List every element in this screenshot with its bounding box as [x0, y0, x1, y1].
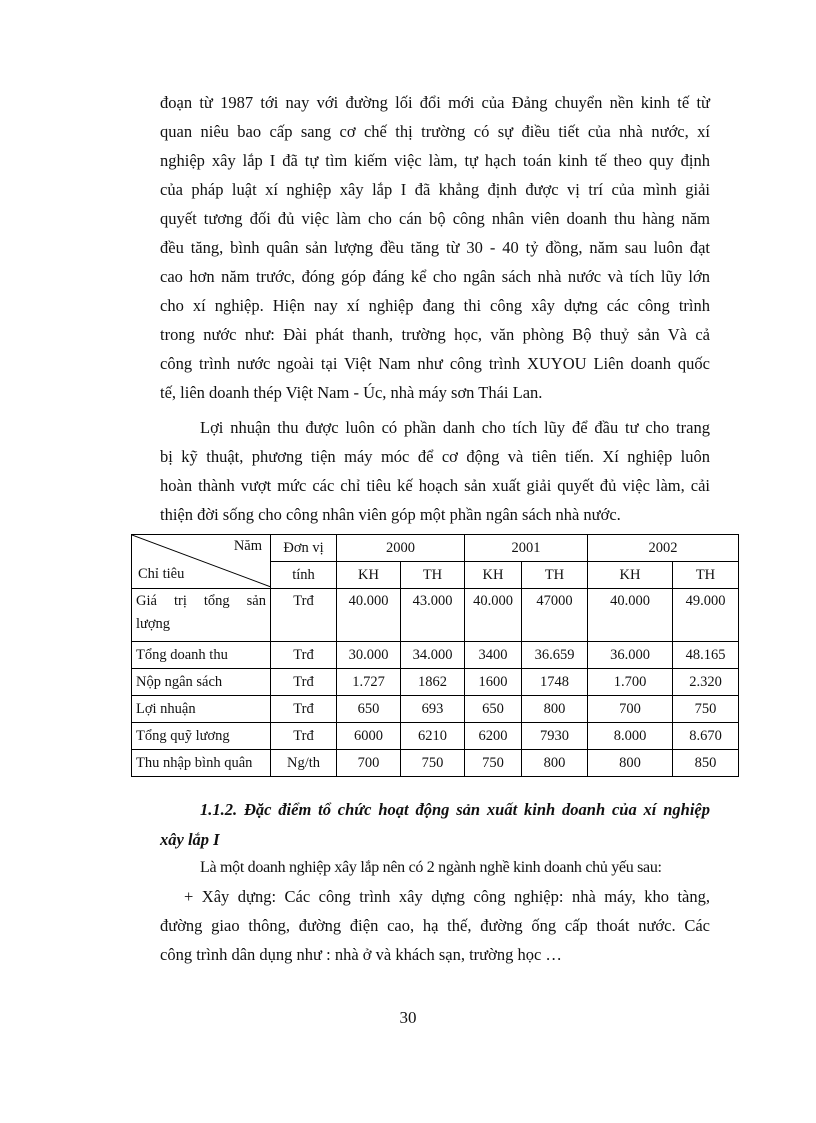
cell: 49.000: [673, 589, 739, 642]
cell: 43.000: [401, 589, 465, 642]
cell: 40.000: [337, 589, 401, 642]
paragraph-line: Là một doanh nghiệp xây lắp nên có 2 ngành nghề kinh doanh chủ yếu sau:: [200, 859, 662, 876]
cell: 1.727: [337, 669, 401, 696]
unit-header: tính: [271, 562, 337, 589]
row-label-line: lượng: [136, 616, 171, 632]
paragraph-line: cho xí nghiệp. Hiện nay xí nghiệp đang thi công xây dựng các công trình: [160, 296, 710, 315]
table-row: [132, 750, 739, 777]
row-label-line: Giá trị tổng sản: [136, 593, 266, 609]
cell: 6210: [401, 723, 465, 750]
actual-header: TH: [401, 562, 465, 589]
table-corner-cell: [132, 535, 271, 589]
section-heading: 1.1.2. Đặc điểm tổ chức hoạt động sản xuất kinh doanh của xí nghiệp: [200, 800, 710, 819]
row-unit: Trđ: [271, 696, 337, 723]
cell: 650: [337, 696, 401, 723]
paragraph-line: đoạn từ 1987 tới nay với đường lối đổi mới của Đảng chuyển nền kinh tế từ: [160, 93, 710, 112]
cell: 7930: [522, 723, 588, 750]
table-row: [132, 589, 739, 642]
cell: 2.320: [673, 669, 739, 696]
paragraph-line: bị kỹ thuật, phương tiện máy móc để cơ động và tiên tiến. Xí nghiệp luôn: [160, 447, 710, 466]
paragraph-line: của pháp luật xí nghiệp xây lắp I đã khẳng định được vị trí của mình giải: [160, 180, 710, 199]
cell: 750: [673, 696, 739, 723]
actual-header: TH: [673, 562, 739, 589]
cell: 650: [465, 696, 522, 723]
section-heading-continued: xây lắp I: [160, 830, 220, 849]
table-row: [132, 642, 739, 669]
indicator-axis-label: Chỉ tiêu: [138, 566, 185, 582]
cell: 800: [522, 750, 588, 777]
table-row: [132, 723, 739, 750]
row-label: Lợi nhuận: [132, 696, 271, 723]
cell: 800: [522, 696, 588, 723]
cell: 700: [588, 696, 673, 723]
year-header: 2001: [465, 535, 588, 562]
year-header: 2000: [337, 535, 465, 562]
actual-header: TH: [522, 562, 588, 589]
cell: 750: [465, 750, 522, 777]
paragraph-line: quan niêu bao cấp sang cơ chế thị trường có sự điều tiết của nhà nước, xí: [160, 122, 710, 141]
cell: 1.700: [588, 669, 673, 696]
cell: 8.000: [588, 723, 673, 750]
paragraph-line: thiện đời sống cho công nhân viên góp một phần ngân sách nhà nước.: [160, 505, 621, 524]
paragraph-line: nghiệp xây lắp I đã tự tìm kiếm việc làm, tự hạch toán kinh tế theo quy định: [160, 151, 710, 170]
cell: 30.000: [337, 642, 401, 669]
plan-header: KH: [465, 562, 522, 589]
plan-header: KH: [588, 562, 673, 589]
paragraph-line: cao hơn năm trước, đóng góp đáng kể cho ngân sách nhà nước và tích lũy lớn: [160, 267, 710, 286]
cell: 1748: [522, 669, 588, 696]
row-unit: Trđ: [271, 589, 337, 642]
cell: 48.165: [673, 642, 739, 669]
cell: 36.000: [588, 642, 673, 669]
row-label: Nộp ngân sách: [132, 669, 271, 696]
cell: 1600: [465, 669, 522, 696]
row-unit: Trđ: [271, 642, 337, 669]
cell: 8.670: [673, 723, 739, 750]
year-header: 2002: [588, 535, 739, 562]
row-unit: Trđ: [271, 669, 337, 696]
paragraph-line: công trình nước ngoài tại Việt Nam như công trình XUYOU Liên doanh quốc: [160, 354, 710, 373]
cell: 693: [401, 696, 465, 723]
cell: 40.000: [465, 589, 522, 642]
paragraph-line: công trình dân dụng như : nhà ở và khách sạn, trường học …: [160, 945, 562, 964]
cell: 700: [337, 750, 401, 777]
year-axis-label: Năm: [233, 538, 262, 554]
row-unit: Ng/th: [271, 750, 337, 777]
unit-header: Đơn vị: [271, 535, 337, 562]
cell: 750: [401, 750, 465, 777]
cell: 6200: [465, 723, 522, 750]
cell: 40.000: [588, 589, 673, 642]
cell: 6000: [337, 723, 401, 750]
paragraph-line: trong nước như: Đài phát thanh, trường học, văn phòng Bộ thuỷ sản Và cả: [160, 325, 710, 344]
paragraph-line: hoàn thành vượt mức các chỉ tiêu kế hoạch sản xuất giải quyết đủ việc làm, cải: [160, 476, 710, 495]
table-row: [132, 669, 739, 696]
row-label: [132, 589, 271, 642]
cell: 3400: [465, 642, 522, 669]
page-number: 30: [399, 1008, 417, 1027]
paragraph-line: + Xây dựng: Các công trình xây dựng công nghiệp: nhà máy, kho tàng,: [184, 887, 710, 906]
row-label: Tổng quỹ lương: [132, 723, 271, 750]
table-row: [132, 696, 739, 723]
cell: 34.000: [401, 642, 465, 669]
cell: 36.659: [522, 642, 588, 669]
cell: 47000: [522, 589, 588, 642]
cell: 1862: [401, 669, 465, 696]
paragraph-line: đường giao thông, đường điện cao, hạ thế, đường ống cấp thoát nước. Các: [160, 916, 710, 935]
table-header-row: [132, 535, 739, 562]
cell: 850: [673, 750, 739, 777]
paragraph-line: quyết tương đối đủ việc làm cho cán bộ công nhân viên doanh thu hàng năm: [160, 209, 710, 228]
row-label: Tổng doanh thu: [132, 642, 271, 669]
business-results-table: [131, 534, 739, 777]
paragraph-line: đều tăng, bình quân sản lượng đều tăng từ 30 - 40 tỷ đồng, năm sau luôn đạt: [160, 238, 710, 257]
row-unit: Trđ: [271, 723, 337, 750]
plan-header: KH: [337, 562, 401, 589]
paragraph-line: Lợi nhuận thu được luôn có phần danh cho tích lũy để đầu tư cho trang: [200, 418, 710, 437]
paragraph-line: tế, liên doanh thép Việt Nam - Úc, nhà máy sơn Thái Lan.: [160, 383, 543, 402]
row-label: Thu nhập bình quân: [132, 750, 271, 777]
cell: 800: [588, 750, 673, 777]
